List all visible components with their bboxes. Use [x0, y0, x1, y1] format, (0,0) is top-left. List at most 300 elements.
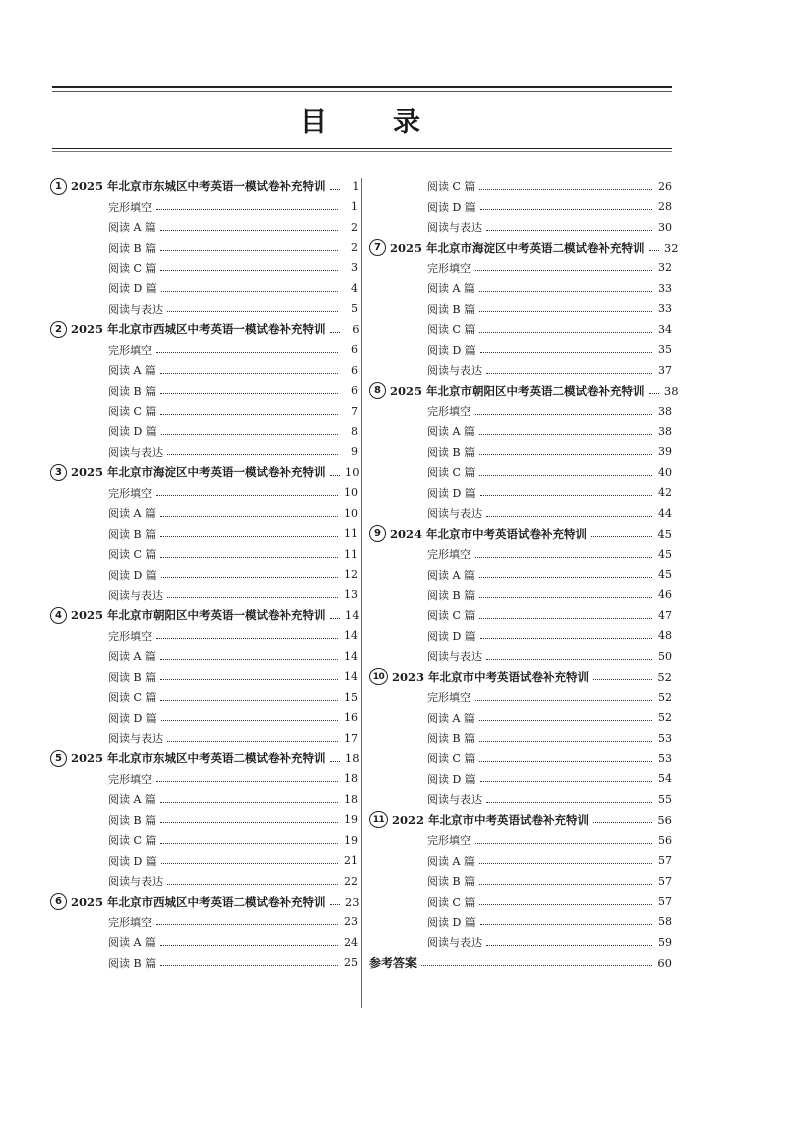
- toc-entry-label: 阅读与表达: [427, 793, 482, 807]
- toc-sub-entry[interactable]: [50, 953, 358, 973]
- toc-page-number: 37: [658, 363, 672, 377]
- toc-sub-entry[interactable]: [369, 176, 672, 196]
- toc-entry-label: 阅读 D 篇: [427, 200, 476, 214]
- toc-sub-entry[interactable]: [50, 483, 358, 503]
- section-number-badge: 9: [369, 525, 386, 542]
- toc-page-number: 6: [351, 343, 358, 357]
- toc-entry-label: 阅读 A 篇: [108, 936, 156, 950]
- toc-page-number: 9: [351, 445, 358, 459]
- toc-sub-entry[interactable]: [50, 380, 358, 400]
- toc-sub-entry[interactable]: [50, 401, 358, 421]
- toc-entry-label: 阅读 C 篇: [108, 834, 157, 848]
- toc-page-number: 33: [658, 281, 672, 295]
- toc-entry-label: 2025 年北京市海淀区中考英语二模试卷补充特训: [390, 240, 645, 255]
- toc-page-number: 11: [344, 527, 358, 541]
- dot-leader: [160, 659, 338, 660]
- section-number-badge: 3: [50, 464, 67, 481]
- dot-leader: [479, 597, 652, 598]
- dot-leader: [479, 311, 652, 312]
- toc-page-number: 56: [658, 833, 672, 847]
- section-number-badge: 6: [50, 893, 67, 910]
- dot-leader: [480, 352, 652, 353]
- toc-page-number: 55: [658, 792, 672, 806]
- toc-sub-entry[interactable]: [369, 442, 672, 462]
- toc-page-number: 26: [658, 179, 672, 193]
- header-rule-top-thin: [52, 91, 672, 92]
- dot-leader: [421, 965, 652, 966]
- toc-entry-label: 阅读 C 篇: [427, 609, 476, 623]
- toc-column-left: [50, 176, 358, 973]
- dot-leader: [330, 332, 340, 333]
- dot-leader: [160, 945, 338, 946]
- toc-sub-entry[interactable]: [369, 278, 672, 298]
- dot-leader: [486, 230, 652, 231]
- toc-entry-label: 参考答案: [369, 956, 418, 971]
- dot-leader: [479, 454, 652, 455]
- toc-sub-entry[interactable]: [369, 319, 672, 339]
- toc-sub-entry[interactable]: [50, 278, 358, 298]
- toc-sub-entry[interactable]: [50, 830, 358, 850]
- toc-page-number: 39: [658, 445, 672, 459]
- section-number-badge: 1: [50, 178, 67, 195]
- toc-page-number: 21: [344, 854, 358, 868]
- toc-entry-label: 阅读 D 篇: [427, 629, 476, 643]
- toc-sub-entry[interactable]: [369, 687, 672, 707]
- toc-sub-entry[interactable]: [50, 626, 358, 646]
- toc-sub-entry[interactable]: [369, 912, 672, 932]
- toc-sub-entry[interactable]: [369, 544, 672, 564]
- toc-page-number: 57: [658, 854, 672, 868]
- dot-leader: [593, 822, 652, 823]
- dot-leader: [161, 577, 338, 578]
- toc-entry-label: 阅读 A 篇: [108, 221, 156, 235]
- toc-page-number: 2: [351, 220, 358, 234]
- toc-entry-label: 阅读 A 篇: [108, 507, 156, 521]
- toc-sub-entry[interactable]: [50, 585, 358, 605]
- dot-leader: [160, 700, 338, 701]
- dot-leader: [160, 679, 338, 680]
- dot-leader: [330, 189, 340, 190]
- toc-page-number: 6: [351, 363, 358, 377]
- toc-page-number: 33: [658, 302, 672, 316]
- dot-leader: [161, 863, 338, 864]
- dot-leader: [156, 352, 338, 353]
- dot-leader: [486, 659, 652, 660]
- toc-entry-label: 阅读 B 篇: [108, 670, 157, 684]
- toc-sub-entry[interactable]: [369, 503, 672, 523]
- toc-sub-entry[interactable]: [369, 932, 672, 952]
- toc-entry-label: 2025 年北京市东城区中考英语一模试卷补充特训: [71, 179, 326, 194]
- toc-page-number: 53: [658, 731, 672, 745]
- toc-section-entry[interactable]: [369, 667, 672, 687]
- toc-entry-label: 阅读与表达: [108, 732, 163, 746]
- toc-sub-entry[interactable]: [50, 360, 358, 380]
- dot-leader: [479, 189, 652, 190]
- toc-page-number: 46: [658, 588, 672, 602]
- section-number-badge: 2: [50, 321, 67, 338]
- toc-sub-entry[interactable]: [369, 850, 672, 870]
- dot-leader: [479, 741, 652, 742]
- toc-sub-entry[interactable]: [369, 830, 672, 850]
- toc-entry-label: 阅读 B 篇: [108, 527, 157, 541]
- toc-page-number: 1: [352, 179, 360, 194]
- toc-entry-label: 完形填空: [108, 915, 152, 929]
- toc-entry-label: 2025 年北京市西城区中考英语二模试卷补充特训: [71, 894, 326, 909]
- toc-page-number: 3: [351, 261, 358, 275]
- column-divider: [361, 178, 362, 1008]
- toc-entry-label: 阅读 D 篇: [108, 711, 157, 725]
- toc-page-number: 2: [351, 241, 358, 255]
- toc-section-entry[interactable]: [369, 380, 679, 400]
- toc-page-number: 59: [658, 935, 672, 949]
- toc-sub-entry[interactable]: [369, 626, 672, 646]
- dot-leader: [156, 781, 338, 782]
- toc-entry-label: 完形填空: [427, 261, 471, 275]
- toc-page-number: 23: [344, 915, 358, 929]
- dot-leader: [480, 924, 652, 925]
- dot-leader: [479, 720, 652, 721]
- toc-section-entry[interactable]: [369, 810, 672, 830]
- toc-section-entry[interactable]: [50, 319, 358, 339]
- toc-page-number: 24: [344, 935, 358, 949]
- toc-sub-entry[interactable]: [369, 401, 672, 421]
- toc-entry-label: 阅读 A 篇: [108, 793, 156, 807]
- title-char-right: 录: [393, 107, 420, 138]
- dot-leader: [167, 597, 338, 598]
- dot-leader: [160, 965, 338, 966]
- section-number-badge: 10: [369, 668, 388, 685]
- toc-sub-entry[interactable]: [369, 789, 672, 809]
- toc-entry-label: 完形填空: [108, 486, 152, 500]
- dot-leader: [591, 536, 652, 537]
- toc-sub-entry[interactable]: [50, 258, 358, 278]
- toc-sub-entry[interactable]: [50, 646, 358, 666]
- toc-sub-entry[interactable]: [369, 871, 672, 891]
- dot-leader: [160, 802, 338, 803]
- dot-leader: [156, 209, 338, 210]
- dot-leader: [330, 761, 340, 762]
- toc-entry-label: 阅读 C 篇: [427, 895, 476, 909]
- toc-page-number: 52: [657, 669, 672, 684]
- toc-sub-entry[interactable]: [50, 503, 358, 523]
- toc-entry-label: 完形填空: [108, 772, 152, 786]
- toc-entry-label: 阅读 C 篇: [108, 548, 157, 562]
- dot-leader: [167, 884, 338, 885]
- toc-page-number: 38: [658, 404, 672, 418]
- toc-page-number: 52: [658, 711, 672, 725]
- dot-leader: [486, 373, 652, 374]
- toc-section-entry[interactable]: [50, 891, 358, 911]
- toc-sub-entry[interactable]: [50, 912, 358, 932]
- toc-entry-label: 阅读 A 篇: [108, 650, 156, 664]
- dot-leader: [160, 414, 338, 415]
- toc-entry-label: 2023 年北京市中考英语试卷补充特训: [392, 669, 590, 684]
- toc-sub-entry[interactable]: [369, 299, 672, 319]
- dot-leader: [475, 700, 652, 701]
- toc-page-number: 45: [657, 526, 672, 541]
- toc-entry-label: 阅读 C 篇: [427, 466, 476, 480]
- toc-entry-label: 阅读 B 篇: [427, 875, 476, 889]
- toc-sub-entry[interactable]: [50, 850, 358, 870]
- dot-leader: [160, 822, 338, 823]
- header-rule-top: [52, 86, 672, 88]
- dot-leader: [167, 454, 338, 455]
- toc-page-number: 17: [344, 731, 358, 745]
- toc-entry-label: 阅读 A 篇: [108, 364, 156, 378]
- toc-entry-label: 阅读 D 篇: [108, 854, 157, 868]
- toc-page-number: 8: [351, 424, 358, 438]
- toc-page-number: 45: [658, 568, 672, 582]
- toc-entry-label: 阅读与表达: [427, 364, 482, 378]
- toc-entry-label: 阅读 D 篇: [427, 772, 476, 786]
- toc-sub-entry[interactable]: [369, 585, 672, 605]
- dot-leader: [160, 230, 338, 231]
- toc-sub-entry[interactable]: [50, 544, 358, 564]
- dot-leader: [480, 495, 652, 496]
- toc-sub-entry[interactable]: [369, 340, 672, 360]
- dot-leader: [160, 373, 338, 374]
- toc-sub-entry[interactable]: [369, 707, 672, 727]
- toc-page-number: 10: [344, 506, 358, 520]
- toc-entry-label: 阅读 C 篇: [427, 752, 476, 766]
- toc-entry-label: 阅读 D 篇: [108, 282, 157, 296]
- toc-section-entry[interactable]: [50, 748, 358, 768]
- toc-entry-label: 阅读与表达: [108, 875, 163, 889]
- toc-sub-entry[interactable]: [50, 687, 358, 707]
- toc-sub-entry[interactable]: [369, 564, 672, 584]
- toc-section-entry[interactable]: [50, 605, 358, 625]
- toc-entry-label: 阅读 B 篇: [108, 813, 157, 827]
- toc-entry-label: 阅读 D 篇: [427, 486, 476, 500]
- toc-sub-entry[interactable]: [50, 667, 358, 687]
- dot-leader: [160, 843, 338, 844]
- toc-sub-entry[interactable]: [50, 789, 358, 809]
- toc-entry-label: 阅读 B 篇: [427, 302, 476, 316]
- dot-leader: [593, 679, 652, 680]
- toc-page-number: 5: [351, 302, 358, 316]
- toc-page-number: 22: [344, 874, 358, 888]
- toc-page-number: 14: [344, 629, 358, 643]
- toc-sub-entry[interactable]: [369, 258, 672, 278]
- toc-page-number: 19: [344, 813, 358, 827]
- toc-entry-label: 阅读与表达: [427, 221, 482, 235]
- toc-page-number: 28: [658, 200, 672, 214]
- toc-page-number: 6: [352, 322, 360, 337]
- dot-leader: [649, 393, 659, 394]
- toc-entry-label: 阅读与表达: [108, 588, 163, 602]
- toc-page-number: 53: [658, 751, 672, 765]
- dot-leader: [480, 638, 652, 639]
- toc-entry-label: 阅读 B 篇: [427, 732, 476, 746]
- toc-page-number: 50: [658, 649, 672, 663]
- toc-sub-entry[interactable]: [369, 748, 672, 768]
- toc-page-number: 54: [658, 772, 672, 786]
- dot-leader: [479, 904, 652, 905]
- toc-page-number: 60: [657, 955, 672, 970]
- toc-entry-label: 阅读 D 篇: [108, 568, 157, 582]
- section-number-badge: 5: [50, 750, 67, 767]
- dot-leader: [486, 945, 652, 946]
- dot-leader: [486, 802, 652, 803]
- toc-entry-label: 阅读 B 篇: [108, 241, 157, 255]
- toc-entry-label: 2025 年北京市朝阳区中考英语二模试卷补充特训: [390, 383, 645, 398]
- dot-leader: [156, 924, 338, 925]
- section-number-badge: 11: [369, 811, 388, 828]
- toc-page-number: 32: [663, 240, 679, 255]
- toc-entry-label: 完形填空: [427, 691, 471, 705]
- dot-leader: [475, 270, 652, 271]
- dot-leader: [160, 536, 338, 537]
- toc-entry-label: 阅读 C 篇: [427, 323, 476, 337]
- dot-leader: [479, 577, 652, 578]
- toc-sub-entry[interactable]: [50, 237, 358, 257]
- toc-entry-label: 阅读 A 篇: [427, 854, 475, 868]
- toc-sub-entry[interactable]: [50, 728, 358, 748]
- dot-leader: [161, 434, 338, 435]
- dot-leader: [486, 516, 652, 517]
- toc-entry-label: 阅读 B 篇: [108, 956, 157, 970]
- toc-page-number: 16: [344, 711, 358, 725]
- dot-leader: [156, 638, 338, 639]
- toc-sub-entry[interactable]: [369, 769, 672, 789]
- toc-page-number: 4: [351, 281, 358, 295]
- toc-page-number: 34: [658, 322, 672, 336]
- toc-entry-label: 阅读 B 篇: [108, 384, 157, 398]
- toc-entry-label: 2025 年北京市朝阳区中考英语一模试卷补充特训: [71, 608, 326, 623]
- toc-page-number: 1: [351, 200, 358, 214]
- dot-leader: [160, 250, 338, 251]
- dot-leader: [480, 781, 652, 782]
- toc-page-number: 47: [658, 608, 672, 622]
- toc-page-number: 38: [658, 424, 672, 438]
- toc-section-entry[interactable]: [369, 237, 679, 257]
- dot-leader: [479, 291, 652, 292]
- dot-leader: [330, 618, 340, 619]
- dot-leader: [156, 495, 338, 496]
- toc-entry-label: 阅读 A 篇: [427, 282, 475, 296]
- toc-sub-entry[interactable]: [50, 421, 358, 441]
- toc-sub-entry[interactable]: [50, 523, 358, 543]
- toc-sub-entry[interactable]: [50, 932, 358, 952]
- toc-section-entry[interactable]: [50, 462, 358, 482]
- dot-leader: [161, 291, 338, 292]
- toc-sub-entry[interactable]: [50, 871, 358, 891]
- toc-sub-entry[interactable]: [369, 728, 672, 748]
- dot-leader: [161, 720, 338, 721]
- toc-sub-entry[interactable]: [50, 442, 358, 462]
- section-number-badge: 4: [50, 607, 67, 624]
- toc-entry-label: 阅读 A 篇: [427, 425, 475, 439]
- toc-entry-label: 阅读 D 篇: [427, 343, 476, 357]
- toc-sub-entry[interactable]: [369, 483, 672, 503]
- toc-sub-entry[interactable]: [50, 707, 358, 727]
- toc-sub-entry[interactable]: [50, 299, 358, 319]
- dot-leader: [160, 557, 338, 558]
- dot-leader: [479, 618, 652, 619]
- toc-sub-entry[interactable]: [369, 421, 672, 441]
- toc-entry-label: 阅读 B 篇: [427, 588, 476, 602]
- toc-entry-label: 阅读 C 篇: [108, 405, 157, 419]
- dot-leader: [167, 311, 338, 312]
- toc-sub-entry[interactable]: [369, 891, 672, 911]
- dot-leader: [479, 884, 652, 885]
- dot-leader: [330, 904, 340, 905]
- dot-leader: [479, 863, 652, 864]
- toc-page-number: 38: [663, 383, 679, 398]
- toc-page-number: 6: [351, 384, 358, 398]
- toc-sub-entry[interactable]: [50, 217, 358, 237]
- toc-section-entry[interactable]: [50, 176, 358, 196]
- toc-page-number: 14: [344, 670, 358, 684]
- toc-page-number: 45: [658, 547, 672, 561]
- toc-entry-label: 阅读与表达: [108, 302, 163, 316]
- toc-entry-label: 阅读与表达: [427, 936, 482, 950]
- toc-entry-label: 阅读 C 篇: [427, 180, 476, 194]
- dot-leader: [160, 393, 338, 394]
- toc-page-number: 18: [344, 792, 358, 806]
- toc-entry-label: 2025 年北京市海淀区中考英语一模试卷补充特训: [71, 465, 326, 480]
- dot-leader: [330, 475, 340, 476]
- toc-sub-entry[interactable]: [369, 605, 672, 625]
- section-number-badge: 7: [369, 239, 386, 256]
- toc-sub-entry[interactable]: [369, 217, 672, 237]
- toc-entry-label: 阅读 B 篇: [427, 445, 476, 459]
- dot-leader: [167, 741, 338, 742]
- toc-page-number: 18: [344, 751, 360, 766]
- toc-entry-label: 完形填空: [427, 834, 471, 848]
- toc-column-right: [369, 176, 679, 973]
- toc-page-number: 18: [344, 772, 358, 786]
- dot-leader: [479, 434, 652, 435]
- toc-sub-entry[interactable]: [50, 340, 358, 360]
- toc-entry-label: 完形填空: [427, 405, 471, 419]
- toc-sub-entry[interactable]: [369, 462, 672, 482]
- toc-sub-entry[interactable]: [50, 769, 358, 789]
- toc-sub-entry[interactable]: [50, 564, 358, 584]
- toc-sub-entry[interactable]: [369, 646, 672, 666]
- toc-page-number: 19: [344, 833, 358, 847]
- toc-page-number: 57: [658, 895, 672, 909]
- dot-leader: [479, 332, 652, 333]
- toc-page-number: 7: [351, 404, 358, 418]
- toc-entry-label: 完形填空: [427, 548, 471, 562]
- toc-page-number: 56: [657, 812, 672, 827]
- toc-page-number: 35: [658, 343, 672, 357]
- dot-leader: [480, 209, 652, 210]
- toc-entry-label: 阅读 A 篇: [427, 568, 475, 582]
- toc-page-number: 57: [658, 874, 672, 888]
- toc-sub-entry[interactable]: [369, 196, 672, 216]
- toc-entry-label: 阅读与表达: [427, 507, 482, 521]
- toc-sub-entry[interactable]: [50, 196, 358, 216]
- toc-page-number: 14: [344, 608, 360, 623]
- dot-leader: [475, 557, 652, 558]
- toc-sub-entry[interactable]: [50, 810, 358, 830]
- toc-page-number: 15: [344, 690, 358, 704]
- toc-entry-label: 阅读 D 篇: [427, 915, 476, 929]
- toc-entry-label: 完形填空: [108, 629, 152, 643]
- header-rule-bottom: [52, 148, 672, 149]
- toc-page-number: 44: [658, 506, 672, 520]
- toc-section-entry[interactable]: [369, 523, 672, 543]
- toc-page-number: 13: [344, 588, 358, 602]
- toc-entry-label: 阅读 A 篇: [427, 711, 475, 725]
- toc-page-number: 58: [658, 915, 672, 929]
- toc-answers-entry[interactable]: [369, 953, 672, 973]
- toc-sub-entry[interactable]: [369, 360, 672, 380]
- section-number-badge: 8: [369, 382, 386, 399]
- dot-leader: [160, 516, 338, 517]
